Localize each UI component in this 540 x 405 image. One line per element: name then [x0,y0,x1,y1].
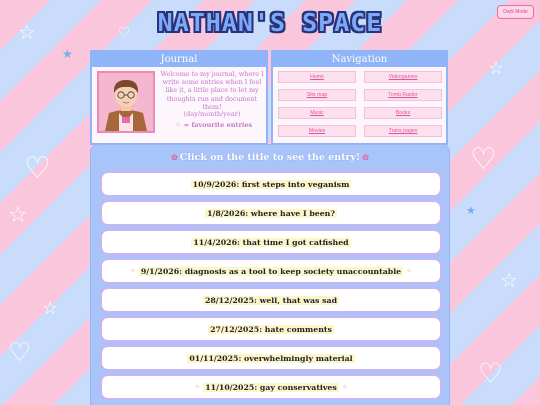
sparkle-icon: ✿ [171,153,178,162]
entry-title: 9/1/2026: diagnosis as a tool to keep society unaccountable [140,266,402,276]
nav-link-trans-pages[interactable]: Trans pages [364,125,442,137]
entry-title: 10/9/2026: first steps into veganism [192,179,350,189]
entry-link[interactable] [100,316,442,342]
avatar [97,71,155,133]
star-outline-icon: ☆ [8,203,28,228]
nav-link-music[interactable]: Music [278,107,356,119]
nav-link-books[interactable]: Books [364,107,442,119]
journal-intro: Welcome to my journal, where I write some entries when I feel like it, a little place to let my thoughts run and document them! [160,70,264,111]
nav-link-videogames[interactable]: Videogames [364,71,442,83]
entry-link[interactable] [100,345,442,371]
favourite-legend [158,121,266,129]
entry-link[interactable] [100,200,442,226]
shooting-star-icon: ✧ [174,121,181,129]
entry-title: 01/11/2025: overwhelmingly material [189,353,353,363]
nav-link-home[interactable]: Home [278,71,356,83]
nav-link-site-map[interactable]: Site map [278,89,356,101]
navigation-links [278,71,442,137]
dark-mode-button[interactable]: Dark Mode [497,5,534,19]
heart-icon: ♡ [118,25,131,41]
entries-header-text: Click on the title to see the entry! [179,152,361,163]
nav-link-tomb-raider[interactable]: Tomb Raider [364,89,442,101]
entry-title: 11/4/2026: that time I got catfished [193,237,349,247]
favourite-legend-text: = favourite entries [183,121,253,129]
avatar-portrait-icon [99,73,153,131]
sparkle-icon: ✿ [362,153,369,162]
star-icon: ★ [466,204,476,217]
star-outline-icon: ☆ [42,298,59,319]
entry-link[interactable] [100,171,442,197]
journal-heading: Journal [92,52,266,67]
entry-link[interactable] [100,374,442,400]
entries-panel [90,144,450,405]
date-format-note: (day/month/year) [183,110,241,118]
entry-title: 27/12/2025: hate comments [210,324,332,334]
shooting-star-icon: ✧ [341,383,348,391]
shooting-star-icon: ✧ [130,267,136,275]
heart-icon: ♡ [470,142,497,177]
nav-link-movies[interactable]: Movies [278,125,356,137]
star-icon: ★ [62,47,73,61]
entry-title: 28/12/2025: well, that was sad [204,295,338,305]
heart-icon: ♡ [478,357,504,390]
entry-link[interactable] [100,258,442,284]
site-title: NATHAN'S SPACE [157,8,383,37]
star-outline-icon: ☆ [488,58,505,79]
shooting-star-icon: ✧ [194,383,201,391]
entry-title: 1/8/2026: where have I been? [207,208,335,218]
star-outline-icon: ☆ [500,268,518,292]
entries-header [91,152,449,163]
heart-icon: ♡ [8,338,32,368]
navigation-heading: Navigation [273,52,446,67]
journal-panel [90,50,268,145]
entry-link[interactable] [100,287,442,313]
shooting-star-icon: ✧ [406,267,412,275]
heart-icon: ♡ [24,151,51,186]
navigation-panel [271,50,448,145]
star-outline-icon: ☆ [18,20,36,44]
entry-title: 11/10/2025: gay conservatives [205,382,337,392]
entry-link[interactable] [100,229,442,255]
